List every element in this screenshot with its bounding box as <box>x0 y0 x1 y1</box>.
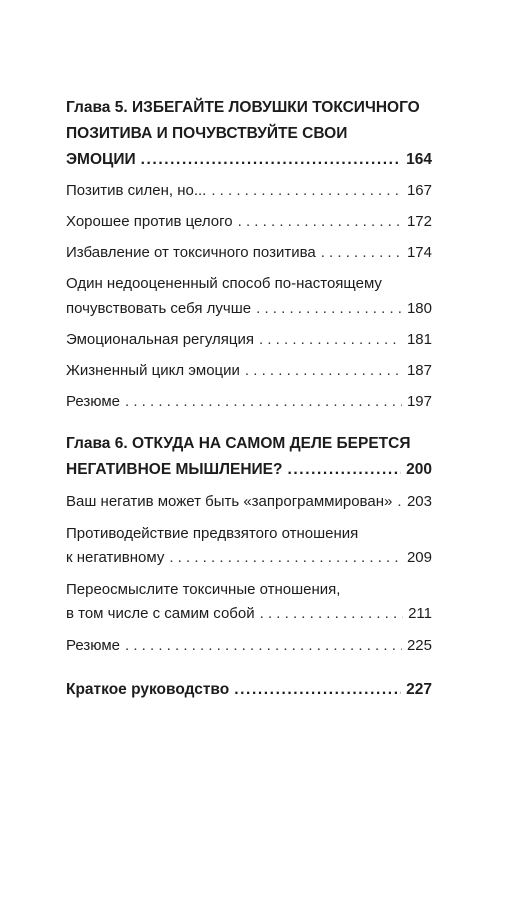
toc-entry-page: 197 <box>406 393 432 410</box>
toc-entry-title-line1: Противодействие предвзятого отношения <box>66 525 359 542</box>
toc-entry-page: 180 <box>406 300 432 317</box>
dot-leader <box>211 181 402 201</box>
chapter5-entry[interactable] <box>66 150 432 170</box>
guide-page: 227 <box>406 681 432 698</box>
dot-leader <box>238 212 402 232</box>
toc-entry[interactable] <box>66 604 432 624</box>
toc-entry-page: 225 <box>406 637 432 654</box>
chapter6-title-line2: НЕГАТИВНОЕ МЫШЛЕНИЕ? <box>66 461 283 478</box>
toc-entry[interactable] <box>66 212 432 232</box>
guide-entry[interactable] <box>66 680 432 700</box>
toc-entry[interactable] <box>66 392 432 412</box>
dot-leader <box>234 680 401 700</box>
chapter5-title-line3: ЭМОЦИИ <box>66 151 136 168</box>
dot-leader <box>259 330 402 350</box>
toc-entry-page: 167 <box>406 182 432 199</box>
toc-entry[interactable] <box>66 492 432 512</box>
toc-entry-title-line1: Переосмыслите токсичные отношения, <box>66 581 341 598</box>
toc-entry-title: Эмоциональная регуляция <box>66 331 254 348</box>
toc-entry-title: Резюме <box>66 393 120 410</box>
toc-entry-title: Хорошее против целого <box>66 213 233 230</box>
toc-entry[interactable] <box>66 243 432 263</box>
toc-entry-page: 174 <box>406 244 432 261</box>
dot-leader <box>260 604 403 624</box>
toc-entry-page: 187 <box>406 362 432 379</box>
toc-entry[interactable] <box>66 548 432 568</box>
dot-leader <box>141 150 402 170</box>
chapter6-page: 200 <box>406 461 432 478</box>
toc-entry-page: 172 <box>406 213 432 230</box>
toc-entry-page: 203 <box>406 493 432 510</box>
toc-entry-title-line2: в том числе с самим собой <box>66 605 255 622</box>
toc-entry[interactable] <box>66 181 432 201</box>
dot-leader <box>245 361 402 381</box>
toc-entry-title: Ваш негатив может быть «запрограммирован» <box>66 493 393 510</box>
guide-title: Краткое руководство <box>66 681 230 698</box>
toc-entry-title: Жизненный цикл эмоции <box>66 362 240 379</box>
dot-leader <box>125 636 402 656</box>
toc-entry-title-line2: к негативному <box>66 549 165 566</box>
toc-entry-title-line1: Один недооцененный способ по-настоящему <box>66 275 382 292</box>
chapter6-entry[interactable] <box>66 460 432 480</box>
toc-entry-title: Резюме <box>66 637 120 654</box>
dot-leader <box>287 460 401 480</box>
toc-entry-title: Избавление от токсичного позитива <box>66 244 316 261</box>
toc-entry-page: 211 <box>408 605 432 622</box>
toc-entry[interactable] <box>66 330 432 350</box>
toc-entry[interactable] <box>66 361 432 381</box>
toc-entry-page: 209 <box>406 549 432 566</box>
chapter5-page: 164 <box>406 151 432 168</box>
dot-leader <box>256 299 402 319</box>
toc-entry[interactable] <box>66 636 432 656</box>
toc-entry-title-line2: почувствовать себя лучше <box>66 300 252 317</box>
toc-entry[interactable] <box>66 299 432 319</box>
toc-entry-title: Позитив силен, но... <box>66 182 207 199</box>
toc-entry-page: 181 <box>406 331 432 348</box>
dot-leader <box>169 548 402 568</box>
chapter5-title-line2: ПОЗИТИВА И ПОЧУВСТВУЙТЕ СВОИ <box>66 125 348 142</box>
chapter6-title-line1: Глава 6. ОТКУДА НА САМОМ ДЕЛЕ БЕРЕТСЯ <box>66 435 411 452</box>
chapter5-title-line1: Глава 5. ИЗБЕГАЙТЕ ЛОВУШКИ ТОКСИЧНОГО <box>66 99 420 116</box>
dot-leader <box>125 392 402 412</box>
dot-leader <box>397 492 402 512</box>
dot-leader <box>321 243 402 263</box>
